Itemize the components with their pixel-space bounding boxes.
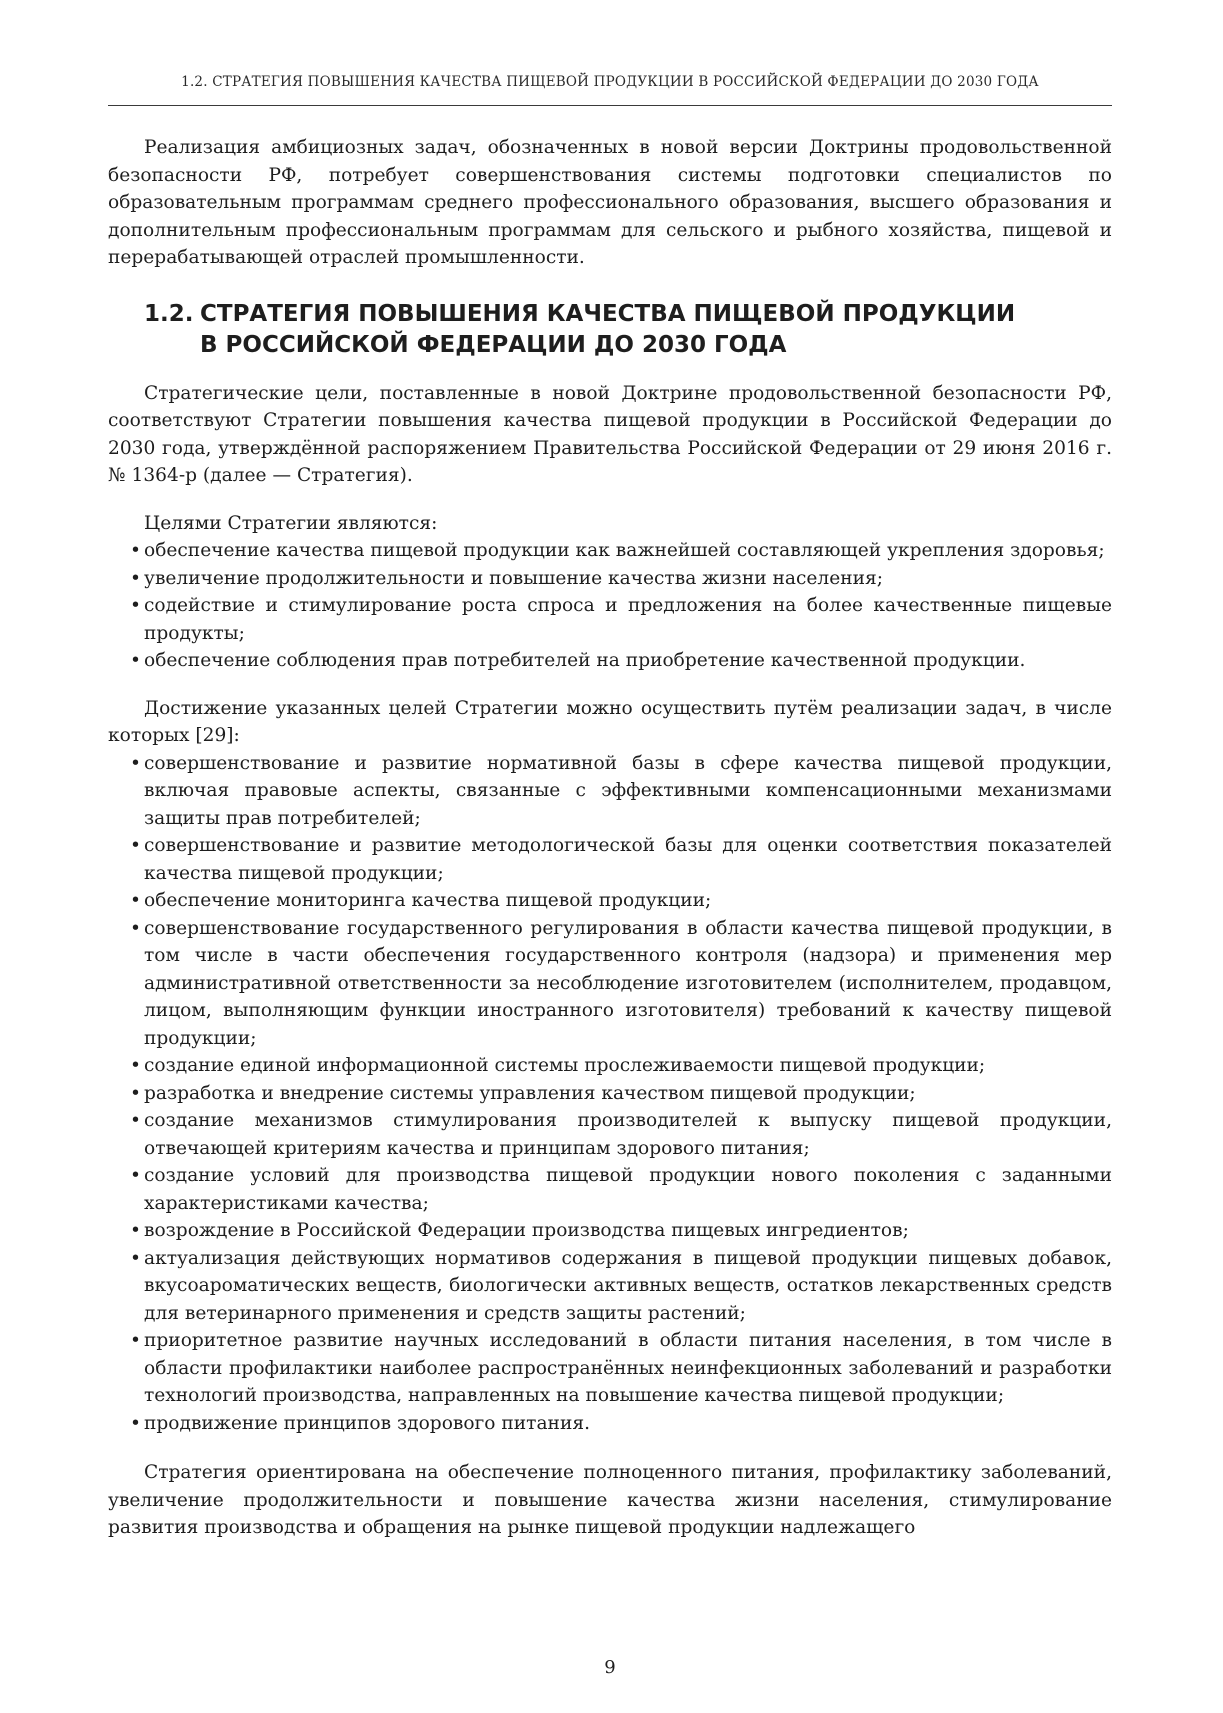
page-number: 9: [604, 1657, 616, 1678]
closing-paragraph: Стратегия ориентирована на обеспечение полноценного питания, профилактику заболеваний, увеличение продолжительности и повышение качества жизни населения, стимулирование развития производства и обращения на рынке пищевой продукции надлежащего: [108, 1462, 1112, 1538]
list-item: • обеспечение мониторинга качества пищевой продукции;: [108, 887, 1112, 915]
section-number: 1.2.: [144, 300, 194, 327]
list-item: • совершенствование и развитие нормативной базы в сфере качества пищевой продукции, включая правовые аспекты, связанные с эффективными компенсационными механизмами защиты прав потребителей;: [108, 750, 1112, 833]
list-item: • обеспечение качества пищевой продукции как важнейшей составляющей укрепления здоровья;: [108, 537, 1112, 565]
running-head: 1.2. СТРАТЕГИЯ ПОВЫШЕНИЯ КАЧЕСТВА ПИЩЕВОЙ ПРОДУКЦИИ В РОССИЙСКОЙ ФЕДЕРАЦИИ ДО 2030 ГОДА: [181, 74, 1039, 90]
list-item: • актуализация действующих нормативов содержания в пищевой продукции пищевых добавок, вкусоароматических веществ, биологически активных веществ, остатков лекарственных средств для ветеринарного применения и средств защиты растений;: [108, 1245, 1112, 1328]
spacer: [108, 1437, 1112, 1459]
section-title-line-1: [108, 299, 1112, 330]
list-item: • создание единой информационной системы прослеживаемости пищевой продукции;: [108, 1052, 1112, 1080]
list-item: • приоритетное развитие научных исследований в области питания населения, в том числе в области профилактики наиболее распространённых неинфекционных заболеваний и разработки технологий производства, направленных на повышение качества пищевой продукции;: [108, 1327, 1112, 1410]
list-item: • создание механизмов стимулирования производителей к выпуску пищевой продукции, отвечающей критериям качества и принципам здорового питания;: [108, 1107, 1112, 1162]
tasks-list: [108, 750, 1112, 1438]
list-item: • продвижение принципов здорового питания.: [108, 1410, 1112, 1438]
list-item: • создание условий для производства пищевой продукции нового поколения с заданными характеристиками качества;: [108, 1162, 1112, 1217]
list-item: • обеспечение соблюдения прав потребителей на приобретение качественной продукции.: [108, 647, 1112, 675]
list-item: • совершенствование государственного регулирования в области качества пищевой продукции, в том числе в части обеспечения государственного контроля (надзора) и применения мер административной ответственности за несоблюдение изготовителем (исполнителем, продавцом, лицом, выполняющим функции иностранного изготовителя) требований к качеству пищевой продукции;: [108, 915, 1112, 1053]
section-title: [108, 299, 1112, 361]
section-title-line-2: В РОССИЙСКОЙ ФЕДЕРАЦИИ ДО 2030 ГОДА: [200, 331, 787, 358]
goals-list: [108, 537, 1112, 675]
spacer: [108, 490, 1112, 510]
list-item: • возрождение в Российской Федерации производства пищевых ингредиентов;: [108, 1217, 1112, 1245]
page-body: [108, 134, 1112, 1542]
goals-intro: Целями Стратегии являются:: [144, 512, 438, 534]
list-item: • разработка и внедрение системы управления качеством пищевой продукции;: [108, 1080, 1112, 1108]
spacer: [108, 675, 1112, 695]
intro-paragraph: Реализация амбициозных задач, обозначенных в новой версии Доктрины продовольственной безопасности РФ, потребует совершенствования системы подготовки специалистов по образовательным программам среднего профессионального образования, высшего образования и дополнительным профессиональным программам для сельского и рыбного хозяйства, пищевой и перерабатывающей отраслей промышленности.: [108, 137, 1112, 268]
list-item: • увеличение продолжительности и повышение качества жизни населения;: [108, 565, 1112, 593]
list-item: • содействие и стимулирование роста спроса и предложения на более качественные пищевые продукты;: [108, 592, 1112, 647]
header-rule: [108, 105, 1112, 106]
list-item: • совершенствование и развитие методологической базы для оценки соответствия показателей качества пищевой продукции;: [108, 832, 1112, 887]
section-title-text-1: СТРАТЕГИЯ ПОВЫШЕНИЯ КАЧЕСТВА ПИЩЕВОЙ ПРОДУКЦИИ: [200, 300, 1016, 327]
strategy-paragraph: Стратегические цели, поставленные в новой Доктрине продовольственной безопасности РФ, соответствуют Стратегии повышения качества пищевой продукции в Российской Федерации до 2030 года, утверждённой распоряжением Правительства Российской Федерации от 29 июня 2016 г. № 1364-р (далее — Стратегия).: [108, 382, 1112, 486]
document-page: [108, 0, 1112, 1713]
tasks-intro: Достижение указанных целей Стратегии можно осуществить путём реализации задач, в числе которых [29]:: [108, 697, 1112, 746]
